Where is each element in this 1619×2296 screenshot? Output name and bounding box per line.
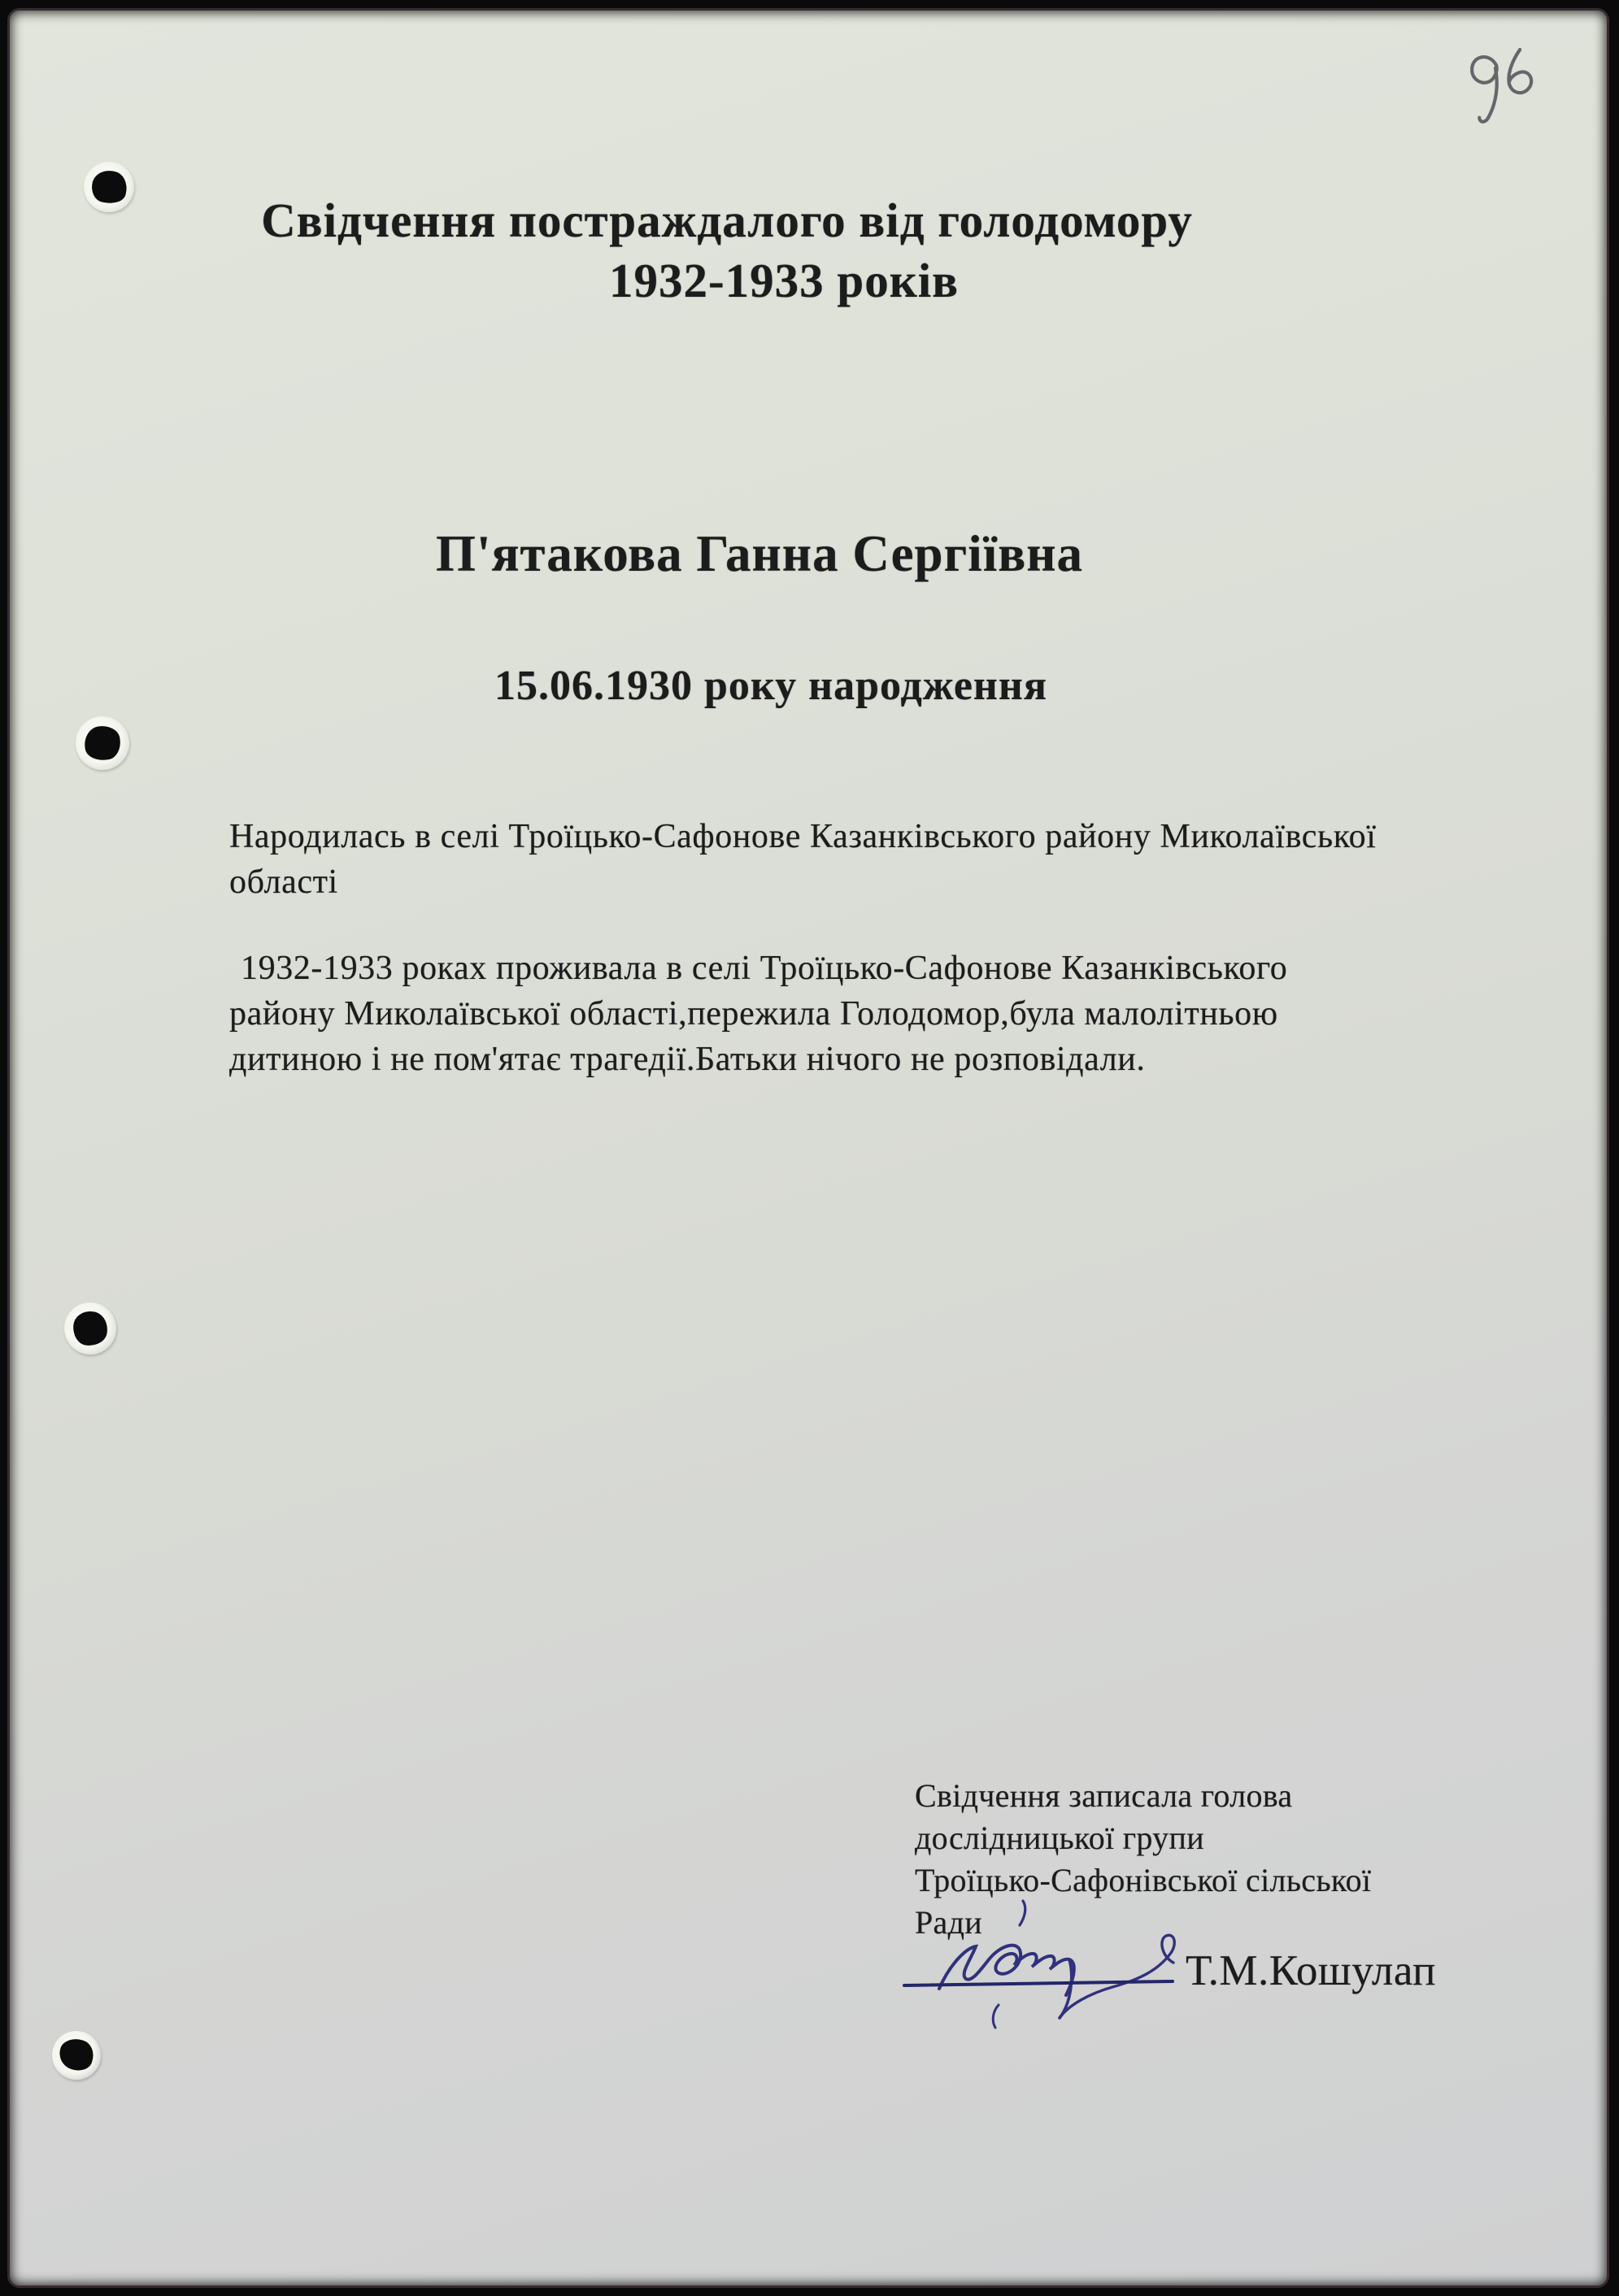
pencil-page-number-annotation	[1460, 38, 1566, 152]
paragraph1-line2: області	[229, 863, 338, 901]
attestation-line4: Ради	[915, 1904, 982, 1941]
punch-hole-3	[64, 1302, 116, 1355]
document-title-line1	[0, 195, 1525, 246]
paragraph2-line1: 1932-1933 роках проживала в селі Троїцько-Сафонове Казанківського	[241, 950, 1288, 987]
punch-hole-2	[76, 716, 129, 770]
punch-hole-4	[52, 2031, 101, 2080]
attestation-line2: дослідницької групи	[915, 1820, 1204, 1856]
paragraph2-line3: дитиною і не пом'ятає трагедії.Батьки нічого не розповідали.	[229, 1041, 1146, 1078]
witness-name-text: П'ятакова Ганна Сергіївна	[435, 525, 1084, 582]
attestation-line1: Свідчення записала голова	[915, 1777, 1293, 1814]
paragraph-birthplace	[229, 814, 1530, 905]
attestation-line3: Троїцько-Сафонівської сільської	[915, 1862, 1372, 1898]
document-title-line2	[0, 255, 1582, 306]
birth-date-heading	[0, 663, 1569, 709]
birth-date-text: 15.06.1930 року народження	[494, 663, 1047, 709]
paragraph1-line1: Народилась в селі Троїцько-Сафонове Казанківського району Миколаївської	[229, 818, 1377, 855]
paper-sheet	[10, 11, 1607, 2285]
paragraph2-line2: району Миколаївської області,пережила Голодомор,була малолітньою	[229, 995, 1278, 1033]
title-text-line2: 1932-1933 років	[609, 254, 959, 307]
title-text-line1: Свідчення постраждалого від голодомору	[261, 194, 1193, 247]
signer-typed-name: Т.М.Кошулап	[1186, 1947, 1437, 1994]
witness-name-heading	[0, 527, 1558, 581]
handwritten-signature	[894, 1894, 1203, 2033]
paragraph-testimony	[229, 946, 1530, 1082]
